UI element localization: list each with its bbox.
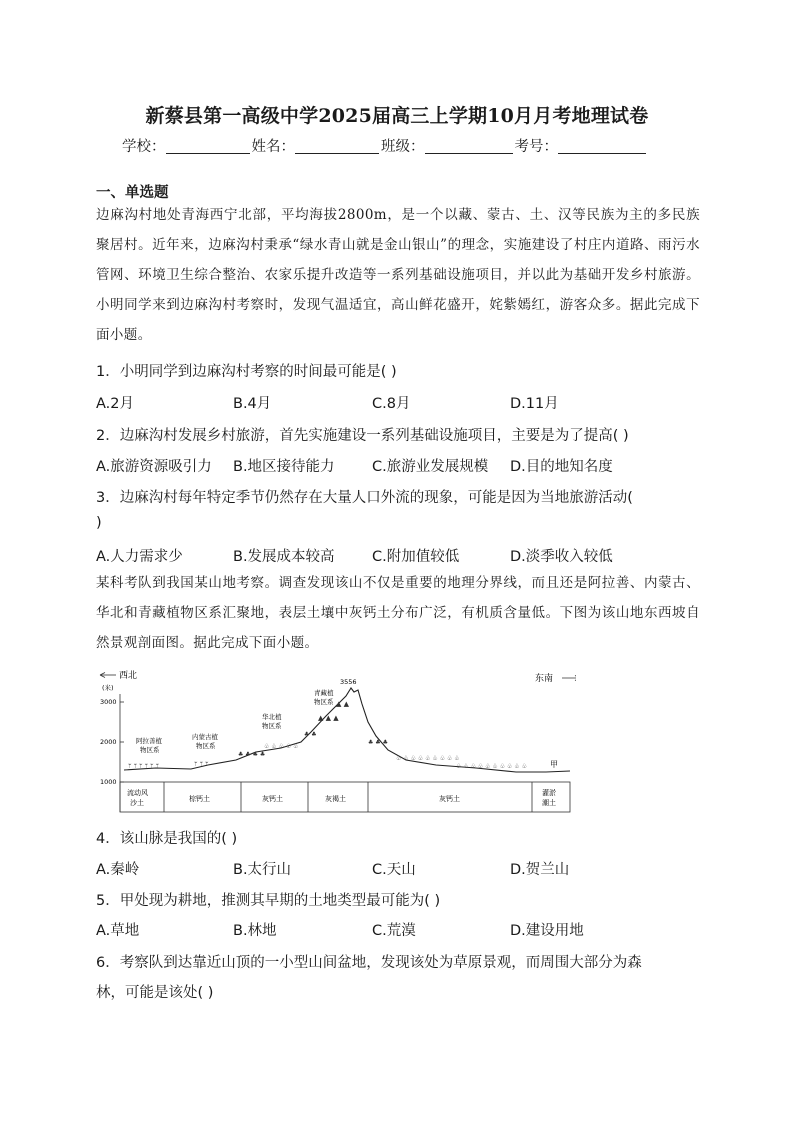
question-3-cont: ) — [96, 515, 102, 531]
q2-option-b: B.地区接待能力 — [233, 459, 335, 475]
q4-option-d: D.贺兰山 — [510, 862, 570, 878]
soil-irrigated-2: 潮土 — [542, 799, 556, 807]
soil-brown-calcic: 棕钙土 — [189, 795, 210, 803]
svg-text:ᛘ ᛘ ᛘ: ᛘ ᛘ ᛘ — [194, 761, 209, 768]
question-6: 6．考察队到达靠近山顶的一小型山间盆地，发现该处为草原景观，而周围大部分为森 — [96, 955, 642, 971]
q1-option-c: C.8月 — [372, 396, 411, 412]
exam-number-field[interactable] — [558, 138, 646, 154]
peak-elevation-label: 3556 — [340, 678, 357, 686]
vegetation-symbols — [128, 700, 527, 770]
soil-sierozem-west: 灰钙土 — [262, 795, 283, 803]
class-label: 班级： — [381, 139, 425, 155]
q5-option-c: C.荒漠 — [372, 923, 416, 939]
q4-option-a: A.秦岭 — [96, 862, 140, 878]
question-6-cont: 林，可能是该处( ) — [96, 985, 214, 1001]
name-field[interactable] — [295, 138, 379, 154]
svg-text:ᛘ ᛘ ᛘ ᛘ ᛘ ᛘ: ᛘ ᛘ ᛘ ᛘ ᛘ ᛘ — [128, 763, 160, 770]
zone-label-qingzang-1: 青藏植 — [314, 689, 334, 697]
unit-label: (米) — [102, 684, 114, 692]
q5-option-a: A.草地 — [96, 923, 140, 939]
q2-option-c: C.旅游业发展规模 — [372, 459, 489, 475]
q5-option-b: B.林地 — [233, 923, 277, 939]
q1-option-a: A.2月 — [96, 396, 134, 412]
svg-text:♣ ♣: ♣ ♣ — [304, 731, 317, 738]
svg-text:♣ ♣ ♣ ♣: ♣ ♣ ♣ ♣ — [238, 751, 266, 758]
mountain-profile-diagram — [96, 668, 576, 818]
west-label: 西北 — [119, 671, 138, 681]
soil-grey-cinnamon: 灰褐土 — [325, 795, 346, 803]
q2-option-a: A.旅游资源吸引力 — [96, 459, 212, 475]
question-5: 5．甲处现为耕地，推测其早期的土地类型最可能为( ) — [96, 893, 441, 909]
school-field[interactable] — [166, 138, 250, 154]
passage-2: 某科考队到我国某山地考察。调查发现该山不仅是重要的地理分界线，而且还是阿拉善、内蒙古、华北和青藏植物区系汇聚地，表层土壤中灰钙土分布广泛，有机质含量低。下图为该山地东西坡自然景观剖面图。据此完成下面小题。 — [96, 575, 700, 651]
soil-sand-2: 沙土 — [130, 799, 144, 807]
q1-option-b: B.4月 — [233, 396, 272, 412]
svg-text:♣ ♣ ♣: ♣ ♣ ♣ — [368, 739, 388, 746]
q3-option-b: B.发展成本较高 — [233, 549, 335, 565]
school-label: 学校： — [122, 139, 166, 155]
question-2: 2．边麻沟村发展乡村旅游，首先实施建设一系列基础设施项目，主要是为了提高( ) — [96, 428, 629, 444]
exam-number-label: 考号： — [514, 139, 558, 155]
svg-text:▲ ▲ ▲: ▲ ▲ ▲ — [318, 714, 339, 722]
east-label: 东南 — [535, 674, 554, 684]
zone-label-qingzang-2: 物区系 — [314, 698, 334, 706]
question-4: 4．该山脉是我国的( ) — [96, 831, 238, 847]
svg-text:♧ ♧ ♧ ♧ ♧: ♧ ♧ ♧ ♧ ♧ — [264, 743, 299, 750]
q3-option-c: C.附加值较低 — [372, 549, 460, 565]
zone-label-huabei-1: 华北植 — [262, 713, 282, 721]
zone-label-alxa-2: 物区系 — [140, 746, 160, 754]
class-field[interactable] — [425, 138, 513, 154]
svg-text:♧ ♧ ♧ ♧ ♧ ♧ ♧ ♧ ♧ ♧: ♧ ♧ ♧ ♧ ♧ ♧ ♧ ♧ ♧ ♧ — [456, 763, 527, 770]
passage-1: 边麻沟村地处青海西宁北部，平均海拔2800m，是一个以藏、蒙古、土、汉等民族为主的多民族聚居村。近年来，边麻沟村秉承“绿水青山就是金山银山”的理念，实施建设了村庄内道路、雨污水管网、环境卫生综合整治、农家乐提升改造等一系列基础设施项目，并以此为基础开发乡村旅游。小明同学来到边麻沟村考察时，发现气温适宜，高山鲜花盛开，姹紫嫣红，游客众多。据此完成下面小题。 — [96, 207, 700, 343]
q3-option-a: A.人力需求少 — [96, 549, 183, 565]
y-tick-2000: 2000 — [100, 738, 117, 746]
name-label: 姓名： — [251, 139, 295, 155]
question-1: 1．小明同学到边麻沟村考察的时间最可能是( ) — [96, 364, 397, 380]
soil-sierozem-east: 灰钙土 — [439, 795, 460, 803]
q1-option-d: D.11月 — [510, 396, 559, 412]
y-tick-1000: 1000 — [100, 778, 117, 786]
q4-option-b: B.太行山 — [233, 862, 292, 878]
svg-text:♧ ♧ ♧ ♧ ♧ ♧ ♧ ♧ ♧: ♧ ♧ ♧ ♧ ♧ ♧ ♧ ♧ ♧ — [396, 755, 460, 762]
q3-option-d: D.淡季收入较低 — [510, 549, 613, 565]
student-info-line — [122, 135, 648, 156]
q4-option-c: C.天山 — [372, 862, 416, 878]
q2-option-d: D.目的地知名度 — [510, 459, 613, 475]
zone-label-huabei-2: 物区系 — [262, 722, 282, 730]
point-jia-label: 甲 — [550, 760, 558, 769]
q5-option-d: D.建设用地 — [510, 923, 584, 939]
y-tick-3000: 3000 — [100, 698, 117, 706]
section-title: 一、单选题 — [96, 185, 169, 201]
zone-label-neimenggu-2: 物区系 — [196, 742, 216, 750]
exam-title: 新蔡县第一高级中学2025届高三上学期10月月考地理试卷 — [145, 105, 649, 127]
zone-label-neimenggu-1: 内蒙古植 — [192, 733, 218, 741]
svg-text:▲ ▲: ▲ ▲ — [336, 700, 349, 708]
soil-irrigated-1: 灌淤 — [542, 789, 556, 797]
question-3: 3．边麻沟村每年特定季节仍然存在大量人口外流的现象，可能是因为当地旅游活动( — [96, 490, 633, 506]
zone-label-alxa-1: 阿拉善植 — [136, 737, 162, 745]
soil-sand-1: 流动风 — [127, 789, 148, 797]
